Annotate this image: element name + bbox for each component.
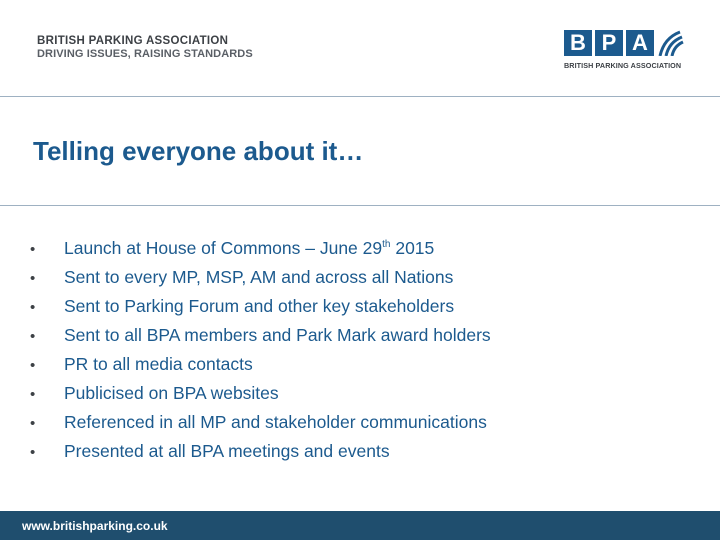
bullet-text: Sent to every MP, MSP, AM and across all Nations [64,267,454,287]
bullet-text: PR to all media contacts [64,354,253,374]
bullet-list [30,238,491,470]
bullet-icon: • [30,357,36,374]
title-divider [0,205,720,206]
logo-letter-p: P [595,30,623,56]
logo-caption: BRITISH PARKING ASSOCIATION [564,61,682,70]
bullet-text-year: 2015 [390,238,435,258]
org-header [37,35,253,61]
list-item [30,296,491,325]
logo-letter-b: B [564,30,592,56]
list-item [30,412,491,441]
bullet-icon: • [30,270,36,287]
bullet-text [64,238,434,259]
date-ordinal-suffix: th [382,239,391,251]
list-item [30,354,491,383]
bullet-icon: • [30,444,36,461]
list-item [30,383,491,412]
org-name: BRITISH PARKING ASSOCIATION [37,35,229,47]
bpa-logo [564,30,690,76]
bullet-text: Sent to all BPA members and Park Mark award holders [64,325,491,345]
bullet-text: Publicised on BPA websites [64,383,279,403]
list-item [30,441,491,470]
bullet-text-main: Launch at House of Commons – June 29 [64,238,383,258]
list-item [30,267,491,296]
road-swoosh-icon [658,30,684,56]
bullet-text: Presented at all BPA meetings and events [64,441,390,461]
logo-letter-a: A [626,30,654,56]
list-item [30,238,491,267]
bullet-text: Sent to Parking Forum and other key stakeholders [64,296,455,316]
header-divider [0,96,720,97]
bullet-icon: • [30,299,36,316]
logo-letters [564,30,690,56]
list-item [30,325,491,354]
footer-bar [0,511,720,540]
slide-title: Telling everyone about it… [33,136,364,166]
bullet-icon: • [30,415,36,432]
bullet-icon: • [30,386,36,403]
org-tagline: DRIVING ISSUES, RAISING STANDARDS [37,48,253,60]
bullet-icon: • [30,328,36,345]
bullet-icon: • [30,241,36,258]
footer-url: www.britishparking.co.uk [22,518,168,533]
bullet-text: Referenced in all MP and stakeholder communications [64,412,487,432]
